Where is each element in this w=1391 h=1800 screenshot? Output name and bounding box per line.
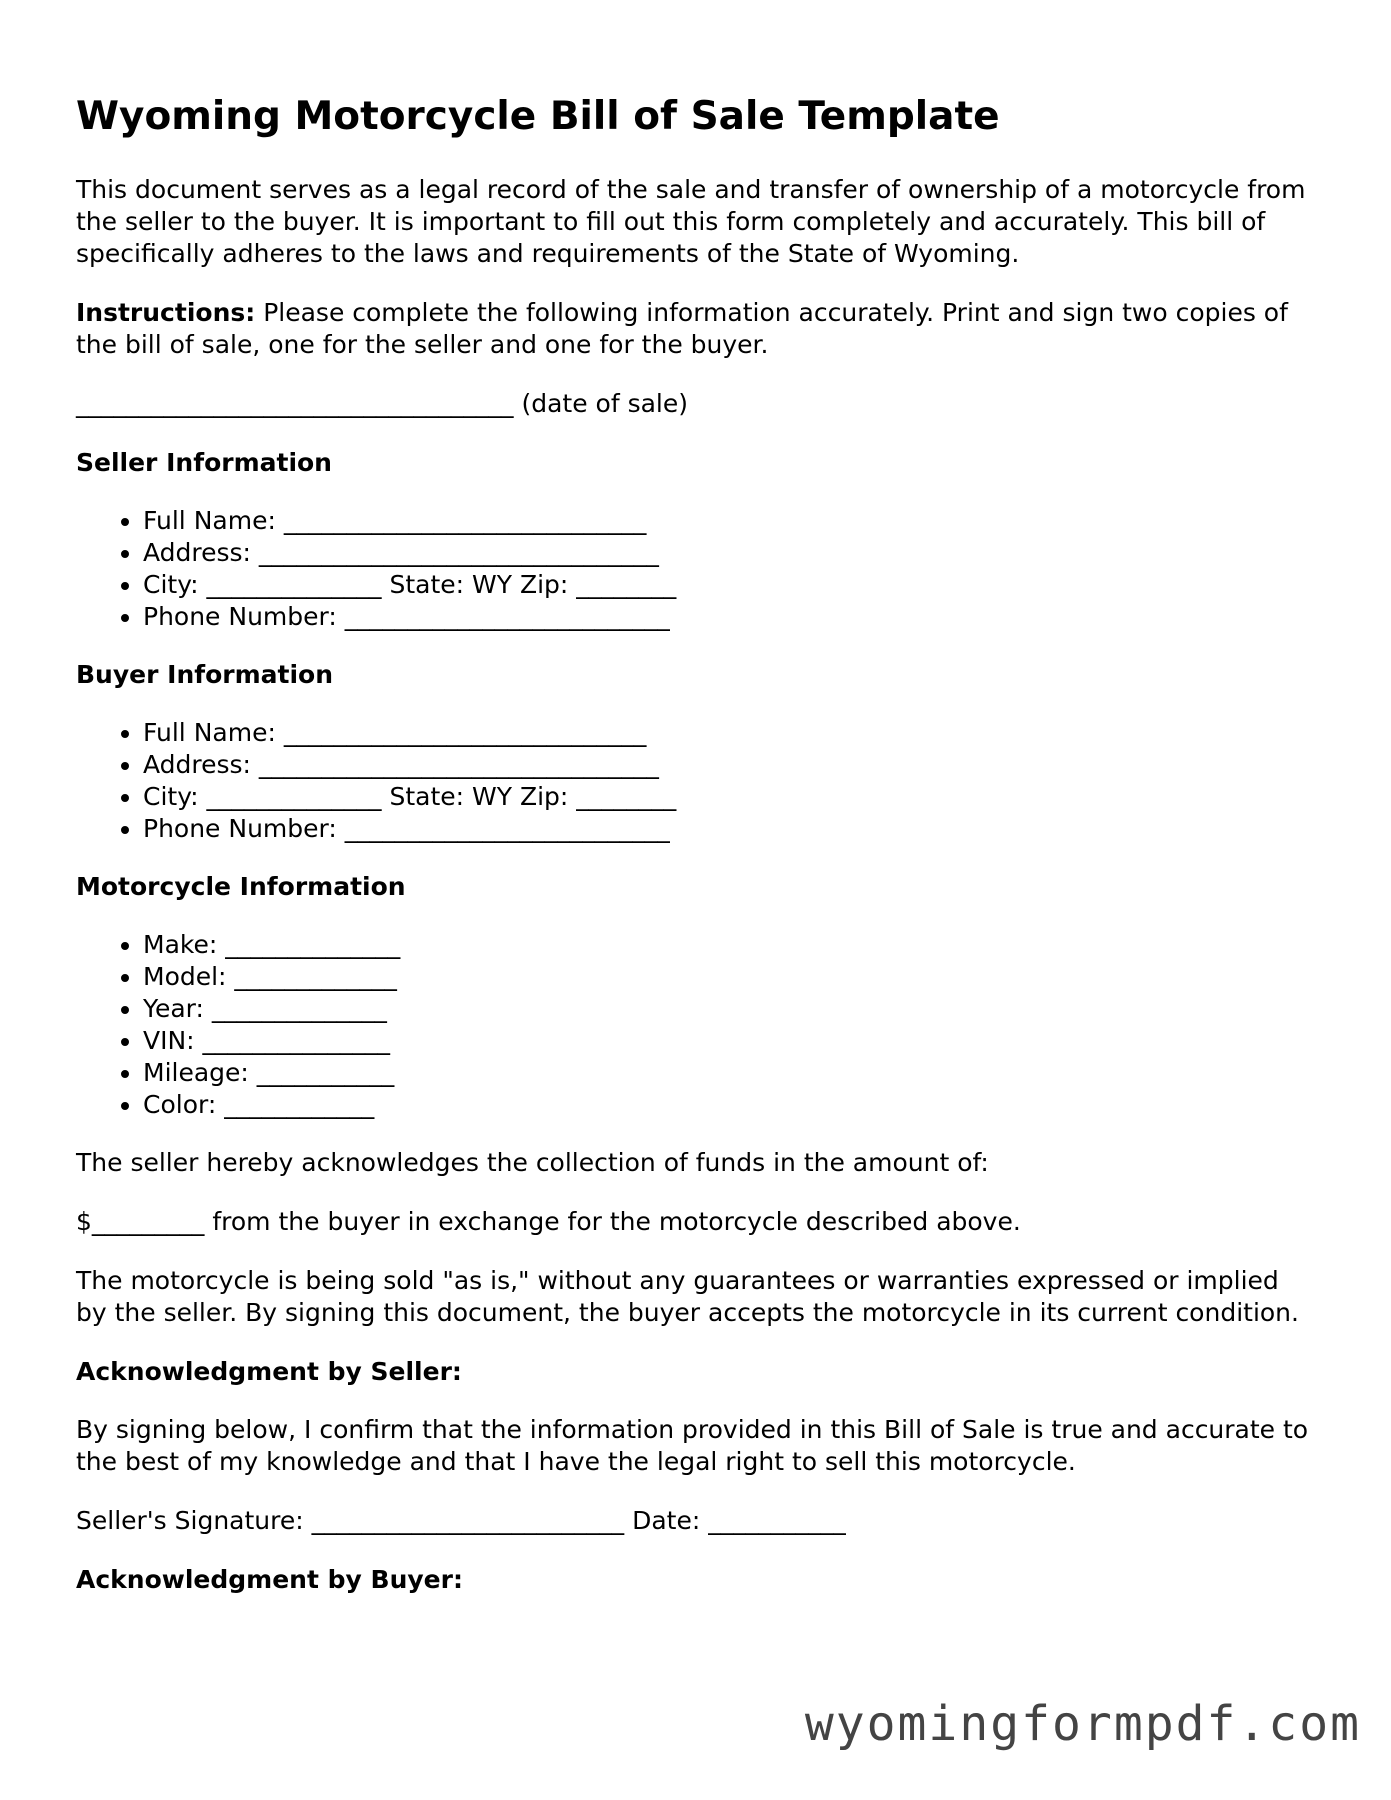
seller-city-state-zip: • City: ______________ State: WY Zip: ________ [143, 569, 1316, 601]
as-is-paragraph: The motorcycle is being sold "as is," without any guarantees or warranties expressed or implied by the seller. By signing this document, the buyer accepts the motorcycle in its current condition. [76, 1266, 1299, 1327]
buyer-phone: • Phone Number: __________________________ [143, 813, 1316, 845]
seller-heading: Seller Information [76, 448, 332, 477]
amount-line: $_________ from the buyer in exchange for the motorcycle described above. [76, 1207, 1021, 1236]
funds-statement: The seller hereby acknowledges the collection of funds in the amount of: [76, 1148, 989, 1177]
document-title: Wyoming Motorcycle Bill of Sale Template [76, 94, 1000, 139]
buyer-fields [76, 717, 1316, 845]
seller-address: • Address: ________________________________ [143, 537, 1316, 569]
intro-paragraph: This document serves as a legal record of the sale and transfer of ownership of a motorcycle from the seller to the buyer. It is important to fill out this form completely and accurately. This bill of specifically adheres to the laws and requirements of the State of Wyoming. [76, 175, 1306, 268]
ack-seller-text: By signing below, I confirm that the information provided in this Bill of Sale is true and accurate to the best of my knowledge and that I have the legal right to sell this motorcycle. [76, 1415, 1309, 1476]
motorcycle-make: • Make: ______________ [143, 929, 1316, 961]
ack-buyer-heading: Acknowledgment by Buyer: [76, 1565, 463, 1594]
seller-fields [76, 505, 1316, 633]
seller-signature-line: Seller's Signature: _________________________ Date: ___________ [76, 1506, 846, 1535]
motorcycle-fields [76, 929, 1316, 1121]
buyer-city-state-zip: • City: ______________ State: WY Zip: ________ [143, 781, 1316, 813]
instructions-label: Instructions: [76, 298, 256, 327]
instructions-paragraph [76, 297, 1316, 361]
seller-phone: • Phone Number: __________________________ [143, 601, 1316, 633]
date-of-sale-line: ___________________________________ (date of sale) [76, 389, 688, 418]
motorcycle-mileage: • Mileage: ___________ [143, 1057, 1316, 1089]
watermark: wyomingformpdf.com [804, 1696, 1361, 1752]
buyer-heading: Buyer Information [76, 660, 334, 689]
motorcycle-heading: Motorcycle Information [76, 872, 406, 901]
document-page [76, 94, 1316, 1622]
motorcycle-color: • Color: ____________ [143, 1089, 1316, 1121]
buyer-full-name: • Full Name: _____________________________ [143, 717, 1316, 749]
ack-seller-heading: Acknowledgment by Seller: [76, 1357, 462, 1386]
seller-full-name: • Full Name: _____________________________ [143, 505, 1316, 537]
motorcycle-year: • Year: ______________ [143, 993, 1316, 1025]
motorcycle-vin: • VIN: _______________ [143, 1025, 1316, 1057]
motorcycle-model: • Model: _____________ [143, 961, 1316, 993]
buyer-address: • Address: ________________________________ [143, 749, 1316, 781]
instructions-text: Please complete the following information accurately. Print and sign two copies of the bill of sale, one for the seller and one for the buyer. [76, 298, 1288, 359]
